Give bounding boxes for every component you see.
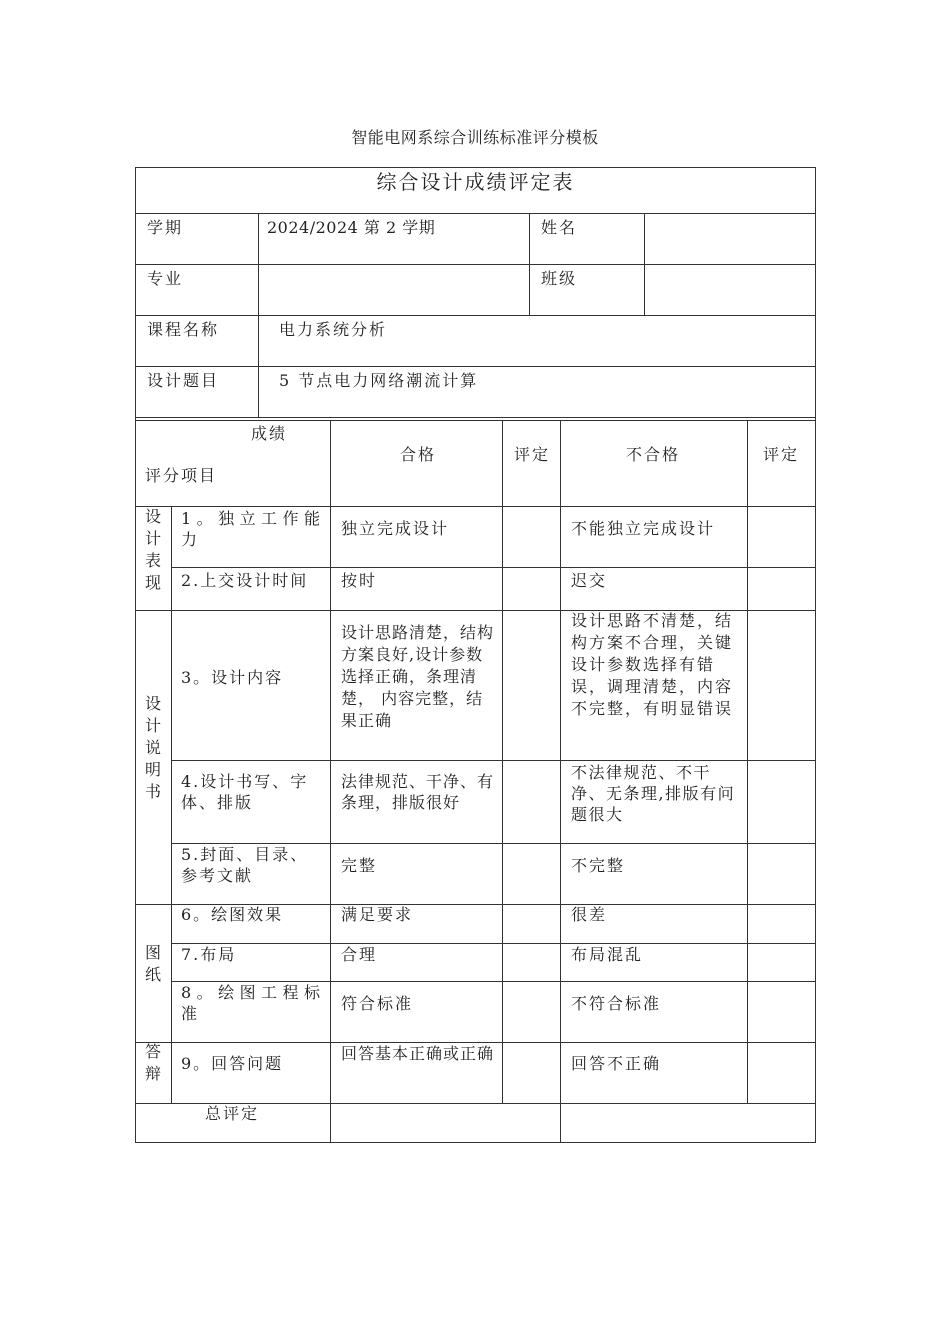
header-pass: 合格: [400, 445, 437, 464]
item-9-fail: 回答不正确: [571, 1054, 662, 1073]
grade-table: [135, 167, 816, 1143]
item-7-fail: 布局混乱: [571, 945, 644, 964]
item-1-criterion: 1。独立工作能力: [181, 509, 324, 549]
rule: [135, 167, 136, 1143]
item-5-criterion: 5.封面、目录、参考文献: [181, 845, 309, 885]
item-8-fail: 不符合标准: [571, 994, 662, 1013]
item-3-fail: 设计思路不清楚，结构方案不合理，关键设计参数选择有错误，调理清楚，内容不完整，有明显错误: [571, 611, 734, 718]
course-value: 电力系统分析: [279, 320, 388, 339]
course-label: 课程名称: [147, 320, 220, 339]
rule: [135, 366, 816, 367]
topic-label: 设计题目: [147, 371, 220, 390]
rule: [747, 420, 748, 1103]
item-8-criterion: 8。绘图工程标准: [181, 983, 324, 1023]
item-8-pass: 符合标准: [341, 994, 414, 1013]
rule: [171, 567, 816, 568]
item-9-pass: 回答基本正确或正确: [341, 1044, 495, 1063]
item-4-fail: 不法律规范、不干净、无条理,排版有问题很大: [571, 763, 736, 824]
item-1-pass: 独立完成设计: [341, 519, 450, 538]
header-grade: 成绩: [251, 424, 288, 443]
item-6-pass: 满足要求: [341, 905, 414, 924]
rule: [135, 420, 816, 421]
total-label: 总评定: [205, 1104, 260, 1123]
item-2-fail: 迟交: [571, 571, 608, 590]
item-2-pass: 按时: [341, 571, 378, 590]
major-label: 专业: [147, 269, 184, 288]
rule: [560, 420, 561, 1143]
document-header: 智能电网系综合训练标准评分模板: [351, 128, 599, 147]
rule: [171, 943, 816, 944]
rule: [171, 760, 816, 761]
header-rating-2: 评定: [763, 445, 800, 464]
item-3-pass: 设计思路清楚，结构方案良好,设计参数选择正确，条理清楚， 内容完整，结果正确: [341, 623, 495, 730]
rule: [330, 420, 331, 1143]
class-label: 班级: [541, 269, 578, 288]
item-4-pass: 法律规范、干净、有条理，排版很好: [341, 772, 495, 812]
term-value: 2024/2024 第 2 学期: [267, 218, 436, 237]
group-drawings: 图纸: [144, 943, 161, 984]
item-4-criterion: 4.设计书写、字体、排版: [181, 772, 309, 812]
item-3-criterion: 3。设计内容: [181, 668, 284, 687]
item-5-pass: 完整: [341, 856, 378, 875]
rule: [171, 506, 172, 1103]
table-title: 综合设计成绩评定表: [376, 170, 575, 194]
header-fail: 不合格: [626, 445, 681, 464]
rule: [258, 213, 259, 417]
rule: [815, 167, 816, 1143]
item-2-criterion: 2.上交设计时间: [181, 571, 309, 590]
rule: [135, 417, 816, 418]
topic-value: 5 节点电力网络潮流计算: [279, 371, 479, 390]
rule: [529, 213, 530, 315]
group-design-performance: 设计表现: [144, 507, 161, 592]
item-7-pass: 合理: [341, 945, 378, 964]
rule: [135, 213, 816, 214]
item-6-fail: 很差: [571, 905, 608, 924]
rule: [644, 213, 645, 315]
name-label: 姓名: [541, 218, 578, 237]
rule: [135, 315, 816, 316]
rule: [135, 264, 816, 265]
group-defense: 答辩: [144, 1042, 161, 1083]
term-label: 学期: [147, 218, 184, 237]
item-7-criterion: 7.布局: [181, 945, 237, 964]
item-5-fail: 不完整: [571, 856, 626, 875]
item-9-criterion: 9。回答问题: [181, 1054, 284, 1073]
header-criteria: 评分项目: [145, 466, 218, 485]
header-rating-1: 评定: [514, 445, 551, 464]
rule: [135, 506, 816, 507]
item-6-criterion: 6。绘图效果: [181, 905, 284, 924]
rule: [135, 1142, 816, 1143]
item-1-fail: 不能独立完成设计: [571, 519, 716, 538]
group-design-report: 设计说明书: [144, 694, 161, 801]
rule: [502, 420, 503, 1103]
